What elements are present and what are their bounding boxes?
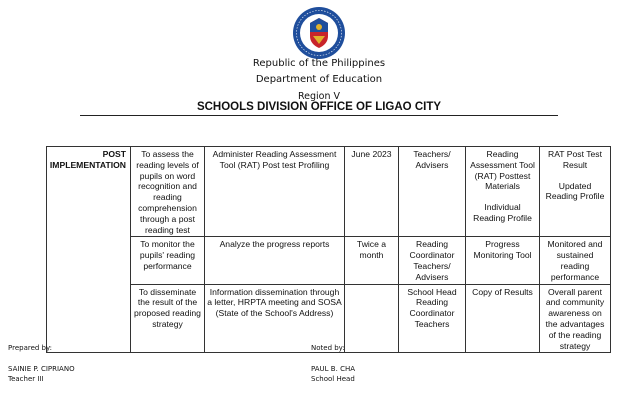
output-item: Updated Reading Profile: [545, 180, 605, 202]
activity-cell: Information dissemination through a letter, HRPTA meeting and SOSA (State of the School's Address): [205, 284, 345, 353]
objective-cell: To assess the reading levels of pupils on word recognition and reading comprehension through a post reading test: [131, 147, 205, 237]
timeline-cell: June 2023: [345, 147, 399, 237]
table-row: [47, 284, 611, 353]
resource-item: Individual Reading Profile: [473, 202, 532, 223]
table-row: [47, 147, 611, 237]
timeline-cell: [345, 284, 399, 353]
resource-item: Reading Assessment Tool (RAT) Posttest Materials: [470, 149, 535, 192]
prepared-by-title: Teacher III: [8, 375, 44, 383]
timeline-cell: Twice a month: [345, 237, 399, 284]
resources-cell: [466, 147, 540, 237]
department-line: Department of Education: [255, 74, 383, 85]
region-line: Region V: [297, 91, 341, 102]
outputs-cell: Overall parent and community awareness on the advantages of the reading strategy: [540, 284, 611, 353]
action-plan-table: [46, 146, 611, 353]
deped-seal-logo: [292, 6, 346, 60]
resources-cell: Copy of Results: [466, 284, 540, 353]
activity-cell: Analyze the progress reports: [205, 237, 345, 284]
objective-cell: To disseminate the result of the proposed reading strategy: [131, 284, 205, 353]
header-divider: [80, 115, 558, 116]
noted-by-name: PAUL B. CHA: [311, 365, 356, 373]
objective-cell: To monitor the pupils' reading performance: [131, 237, 205, 284]
resources-cell: Progress Monitoring Tool: [466, 237, 540, 284]
persons-cell: Teachers/ Advisers: [399, 147, 466, 237]
prepared-by-name: SAINIE P. CIPRIANO: [8, 365, 75, 373]
persons-cell: Reading Coordinator Teachers/ Advisers: [399, 237, 466, 284]
outputs-cell: [540, 147, 611, 237]
outputs-cell: Monitored and sustained reading performance: [540, 237, 611, 284]
noted-by-title: School Head: [311, 375, 355, 383]
persons-cell: School Head Reading Coordinator Teachers: [399, 284, 466, 353]
activity-cell: Administer Reading Assessment Tool (RAT) Post test Profiling: [205, 147, 345, 237]
prepared-by-label: Prepared by:: [8, 344, 52, 352]
phase-cell: POST IMPLEMENTATION: [47, 147, 131, 353]
office-title: SCHOOLS DIVISION OFFICE OF LIGAO CITY: [196, 101, 442, 113]
output-item: RAT Post Test Result: [548, 149, 602, 170]
noted-by-label: Noted by:: [311, 344, 345, 352]
republic-line: Republic of the Philippines: [252, 58, 386, 69]
table-row: [47, 237, 611, 284]
